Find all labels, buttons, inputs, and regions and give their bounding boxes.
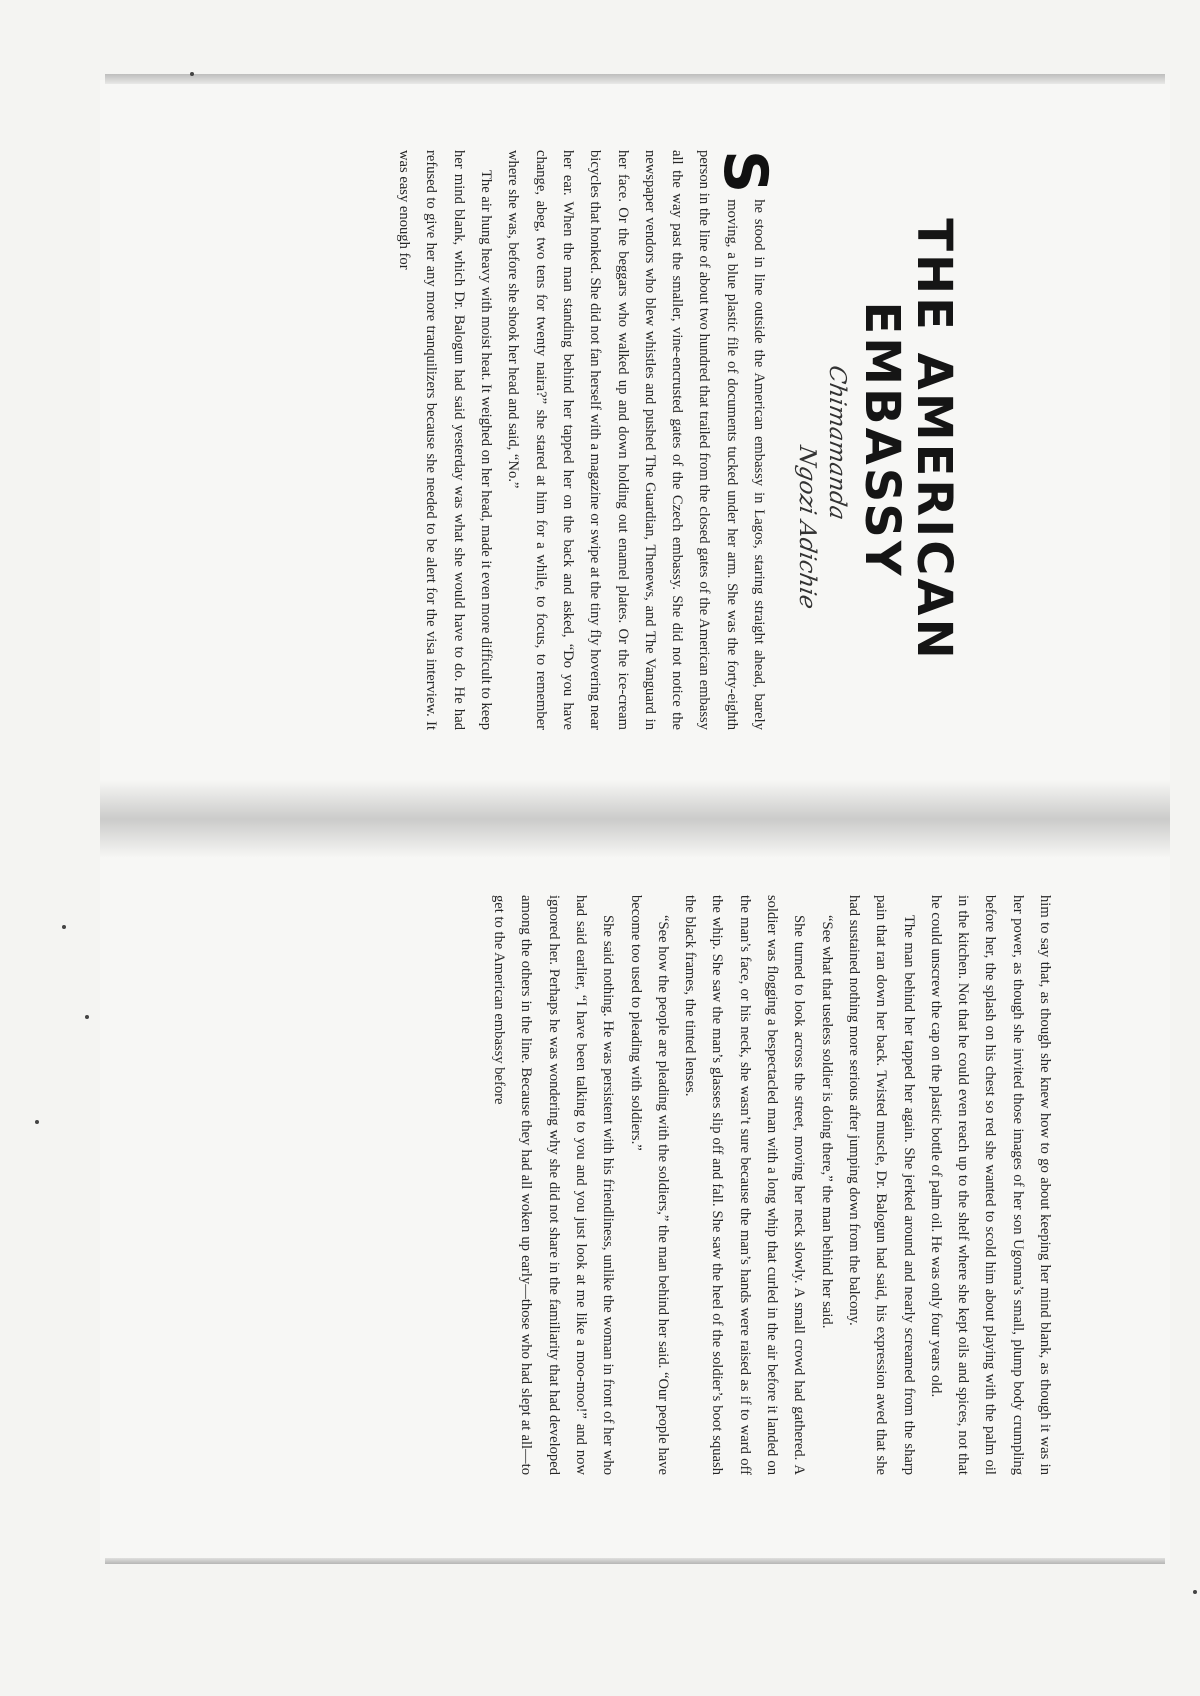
scan-speck xyxy=(35,1120,39,1124)
paragraph: “See how the people are pleading with the soldiers,” the man behind her said. “Our people have become too used to pleading with soldiers.” xyxy=(627,895,671,1475)
paragraph: The man behind her tapped her again. She jerked around and nearly screamed from the sharp pain that ran down her back. Twisted muscle, Dr. Balogun had said, his expression awed that she had sustained nothing more serious after jumping down from the balcony. xyxy=(845,895,917,1475)
scan-speck xyxy=(62,925,66,929)
author-signature-line-1: Chimamanda xyxy=(824,363,850,522)
paragraph: She said nothing. He was persistent with his friendliness, unlike the woman in front of her who had said earlier, “I have been talking to you and you just look at me like a moo-moo!” and now ignored her. Perhaps he was wondering why she did not share in the familiarity that had developed among the others in the line. Because they had all woken up early—those who had slept at all—to get to the American embassy before xyxy=(491,895,617,1475)
paragraph xyxy=(499,150,780,730)
paragraph: She turned to look across the street, moving her neck slowly. A small crowd had gathered. A soldier was flogging a bespectacled man with a long whip that curled in the air before it landed on the man’s face, or his neck, she wasn’t sure because the man’s hands were raised as if to ward off the whip. She saw the man’s glasses slip off and fall. She saw the heel of the soldier’s boot squash the black frames, the tinted lenses. xyxy=(682,895,808,1475)
paragraph: “See what that useless soldier is doing there,” the man behind her said. xyxy=(818,915,835,1329)
scan-edge-bottom xyxy=(105,1558,1165,1564)
story-title-line-2: EMBASSY xyxy=(854,301,910,579)
right-body-text xyxy=(485,895,1058,1475)
story-title xyxy=(856,150,960,730)
story-title-line-1: THE AMERICAN xyxy=(906,218,962,662)
scan-speck xyxy=(85,1015,89,1019)
right-page xyxy=(200,895,1058,1475)
paragraph: The air hung heavy with moist heat. It weighed on her head, made it even more difficult to keep her mind blank, which Dr. Balogun had said yesterday was what she would have to do. He had refused to give her any more tranquilizers because she needed to be alert for the visa interview. It was easy enough for xyxy=(396,150,495,730)
scan-speck xyxy=(1193,1590,1197,1594)
book-gutter-shadow xyxy=(100,780,1170,858)
left-page xyxy=(200,150,960,730)
author-signature xyxy=(792,145,852,736)
left-body-text xyxy=(390,150,780,730)
scan-speck xyxy=(190,72,194,76)
author-signature-line-2: Ngozi Adichie xyxy=(794,443,820,612)
scan-edge-top xyxy=(105,74,1165,84)
drop-cap: S xyxy=(710,150,780,194)
paragraph: him to say that, as though she knew how to go about keeping her mind blank, as though it was in her power, as though she invited those images of her son Ugonna’s small, plump body crumpling before her, the splash on his chest so red she wanted to scold him about playing with the palm oil in the kitchen. Not that he could even reach up to the shelf where she kept oils and spices, not that he could unscrew the cap on the plastic bottle of palm oil. He was only four years old. xyxy=(927,895,1053,1475)
paragraph-text: he stood in line outside the American embassy in Lagos, staring straight ahead, barely moving, a blue plastic file of documents tucked under her arm. She was the forty-eighth person in the line of about two hundred that trailed from the closed gates of the American embassy all the way past the smaller, vine-encrusted gates of the Czech embassy. She did not notice the newspaper vendors who blew whistles and pushed The Guardian, Thenews, and The Vanguard in her face. Or the beggars who walked up and down holding out enamel plates. Or the ice-cream bicycles that honked. She did not fan herself with a magazine or swipe at the tiny fly hovering near her ear. When the man standing behind her tapped her on the back and asked, “Do you have change, abeg, two tens for twenty naira?” she stared at him for a while, to focus, to remember where she was, before she shook her head and said, “No.” xyxy=(505,150,767,730)
